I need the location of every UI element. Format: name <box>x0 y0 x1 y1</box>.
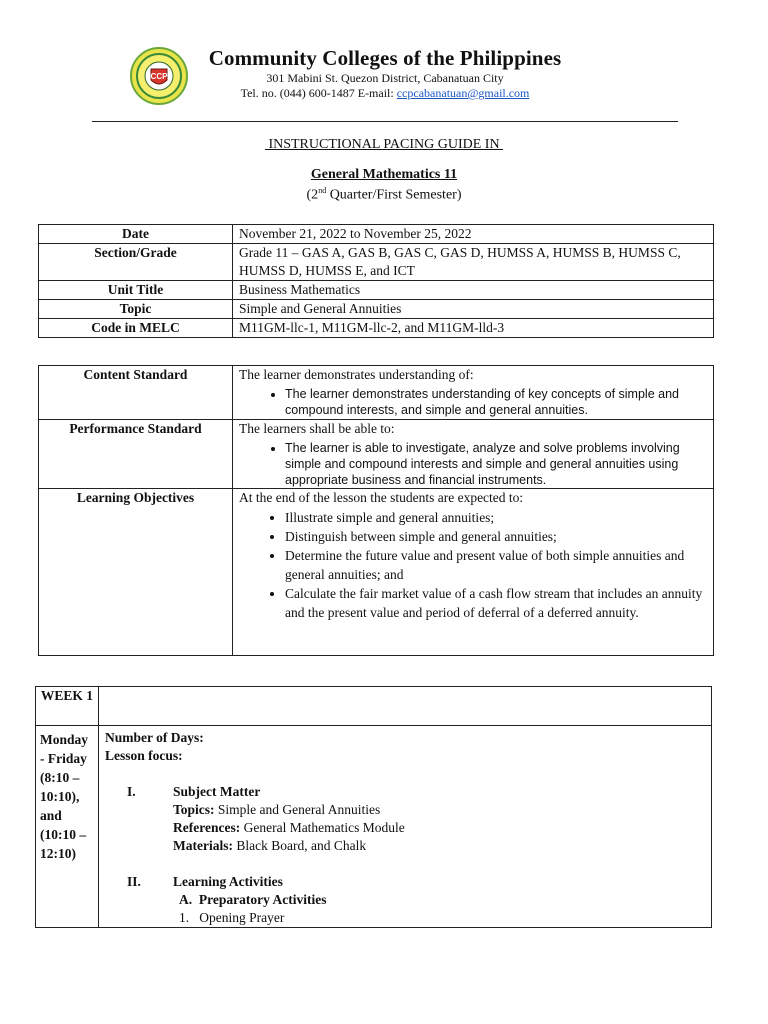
quarter-suffix: Quarter/First Semester) <box>326 187 462 203</box>
standards-table <box>38 365 714 656</box>
quarter-sup: nd <box>318 186 327 195</box>
week-label: WEEK 1 <box>36 687 99 726</box>
week-header-cell <box>99 687 712 726</box>
materials-line <box>105 837 705 855</box>
section-learning-activities <box>105 873 705 891</box>
performance-standard-intro: The learners shall be able to: <box>239 421 395 436</box>
info-label: Date <box>39 225 233 244</box>
info-value: November 21, 2022 to November 25, 2022 <box>233 225 714 244</box>
table-row <box>39 225 714 244</box>
number-of-days: Number of Days: <box>105 730 204 745</box>
table-row <box>39 366 714 420</box>
info-label: Code in MELC <box>39 319 233 338</box>
section-title: Subject Matter <box>173 784 261 799</box>
info-value: Business Mathematics <box>233 281 714 300</box>
subsection-preparatory: A. Preparatory Activities <box>179 892 327 907</box>
info-label: Unit Title <box>39 281 233 300</box>
learning-objectives-list <box>239 508 707 622</box>
lesson-plan-cell <box>99 726 712 928</box>
lesson-focus: Lesson focus: <box>105 748 183 763</box>
section-number: I. <box>127 784 136 799</box>
email-link[interactable]: ccpcabanatuan@gmail.com <box>396 86 530 100</box>
svg-text:CCP: CCP <box>150 72 168 81</box>
table-row <box>39 420 714 489</box>
subject-title <box>0 167 768 183</box>
school-header <box>190 46 580 101</box>
content-standard-label: Content Standard <box>39 366 233 420</box>
references-label: References: <box>173 820 241 835</box>
quarter-title <box>0 186 768 204</box>
table-row <box>39 319 714 338</box>
header-divider <box>92 121 678 122</box>
quarter-prefix: (2 <box>306 187 319 203</box>
content-standard-list <box>239 386 707 418</box>
materials-label: Materials: <box>173 838 233 853</box>
table-row <box>36 726 712 928</box>
topics-line <box>105 801 705 819</box>
day-schedule: Monday - Friday (8:10 – 10:10), and (10:10 – 12:10) <box>36 726 99 928</box>
info-value: Grade 11 – GAS A, GAS B, GAS C, GAS D, HUMSS A, HUMSS B, HUMSS C, HUMSS D, HUMSS E, and ICT <box>233 244 714 281</box>
section-number: II. <box>127 874 141 889</box>
table-row <box>39 244 714 281</box>
section-subject-matter <box>105 783 705 801</box>
week-table <box>35 686 712 928</box>
school-address: 301 Mabini St. Quezon District, Cabanatuan City <box>266 71 504 85</box>
topics-label: Topics: <box>173 802 215 817</box>
performance-standard-cell <box>233 420 714 489</box>
list-item: • Calculate the fair market value of a cash flow stream that includes an annuity and the present value and period of deferral of a deferred annuity. <box>285 584 707 622</box>
info-label: Section/Grade <box>39 244 233 281</box>
list-item: • The learner demonstrates understanding of key concepts of simple and compound interests, and simple and general annuities. <box>285 386 707 418</box>
learning-objectives-intro: At the end of the lesson the students are expected to: <box>239 490 524 505</box>
materials-value: Black Board, and Chalk <box>232 838 367 853</box>
performance-standard-list <box>239 440 707 488</box>
section-title: Learning Activities <box>173 874 283 889</box>
references-line <box>105 819 705 837</box>
content-standard-cell <box>233 366 714 420</box>
info-label: Topic <box>39 300 233 319</box>
content-standard-intro: The learner demonstrates understanding of: <box>239 367 474 382</box>
info-value: M11GM-llc-1, M11GM-llc-2, and M11GM-lld-3 <box>233 319 714 338</box>
list-item: • Distinguish between simple and general annuities; <box>285 527 707 546</box>
table-row <box>39 300 714 319</box>
learning-objectives-cell <box>233 489 714 656</box>
list-item: • Determine the future value and present value of both simple annuities and general annuities; and <box>285 546 707 584</box>
performance-standard-label: Performance Standard <box>39 420 233 489</box>
document-title <box>0 137 768 153</box>
activity-item: 1. Opening Prayer <box>179 910 285 925</box>
learning-objectives-label: Learning Objectives <box>39 489 233 656</box>
title-line-2: General Mathematics 11 <box>310 167 458 182</box>
table-row <box>39 281 714 300</box>
table-row <box>36 687 712 726</box>
info-table <box>38 224 714 338</box>
title-line-1: INSTRUCTIONAL PACING GUIDE IN <box>264 137 504 152</box>
telephone-text: Tel. no. (044) 600-1487 E-mail: <box>240 86 397 100</box>
table-row <box>39 489 714 656</box>
list-item: • Illustrate simple and general annuities; <box>285 508 707 527</box>
school-logo <box>130 47 188 105</box>
school-name: Community Colleges of the Philippines <box>208 46 562 70</box>
info-value: Simple and General Annuities <box>233 300 714 319</box>
school-contact <box>190 86 580 101</box>
references-value: General Mathematics Module <box>240 820 405 835</box>
list-item: • The learner is able to investigate, analyze and solve problems involving simple and compound interests and simple and general annuities using appropriate business and financial instruments. <box>285 440 707 488</box>
topics-value: Simple and General Annuities <box>214 802 381 817</box>
